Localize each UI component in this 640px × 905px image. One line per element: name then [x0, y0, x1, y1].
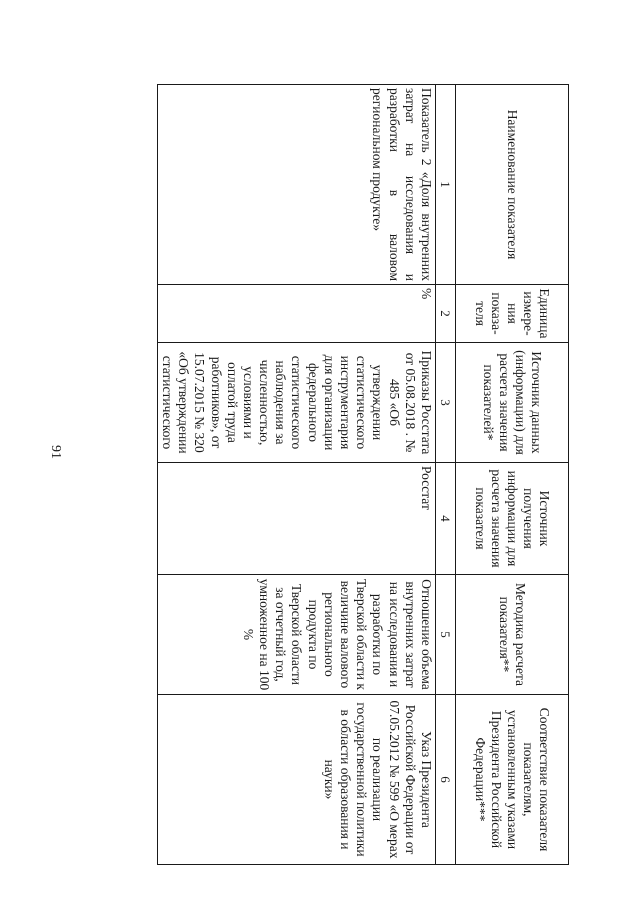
column-number: 2 — [436, 285, 456, 343]
decree-cell: Указ Президента Российской Федерации от 07.05.2012 № 599 «О мерах по реализации государственной политики в области образования и науки» — [157, 695, 435, 865]
unit-cell: % — [157, 285, 435, 343]
header-unit: Единица измерения показателя — [456, 285, 569, 343]
column-number: 5 — [436, 575, 456, 695]
page-number: 91 — [48, 445, 63, 459]
methodology-cell: Отношение объема внутренних затрат на исследования и разработки по Тверской области к величине валового регионального продукта по Тверской области за отчетный год, умноженное на 100 % — [157, 575, 435, 695]
column-number-row — [436, 85, 456, 865]
column-number: 1 — [436, 85, 456, 285]
column-number: 6 — [436, 695, 456, 865]
indicator-name-cell: Показатель 2 «Доля внутренних затрат на исследования и разработки в валовом региональном продукте» — [157, 85, 435, 285]
indicator-table — [157, 84, 569, 865]
header-indicator-name: Наименование показателя — [456, 85, 569, 285]
table-header-row — [456, 85, 569, 865]
info-source-cell: Росстат — [157, 463, 435, 575]
header-methodology: Методика расчета показателя** — [456, 575, 569, 695]
column-number: 3 — [436, 343, 456, 463]
indicator-table-wrapper — [160, 84, 569, 864]
header-decree: Соответствие показателя показателям, установленным указами Президента Российской Федерации*** — [456, 695, 569, 865]
column-number: 4 — [436, 463, 456, 575]
header-data-source: Источник данных (информации) для расчета значения показателей* — [456, 343, 569, 463]
header-info-source: Источник получения информации для расчета значения показателя — [456, 463, 569, 575]
data-source-cell: Приказы Росстата от 05.08.2018 . № 485 «Об утверждении статистического инструментария для организации федерального статистического наблюдения за численностью, условиями и оплатой труда работников», от 15.07.2015 № 320 «Об утверждении статистического — [157, 343, 435, 463]
table-row — [157, 85, 435, 865]
